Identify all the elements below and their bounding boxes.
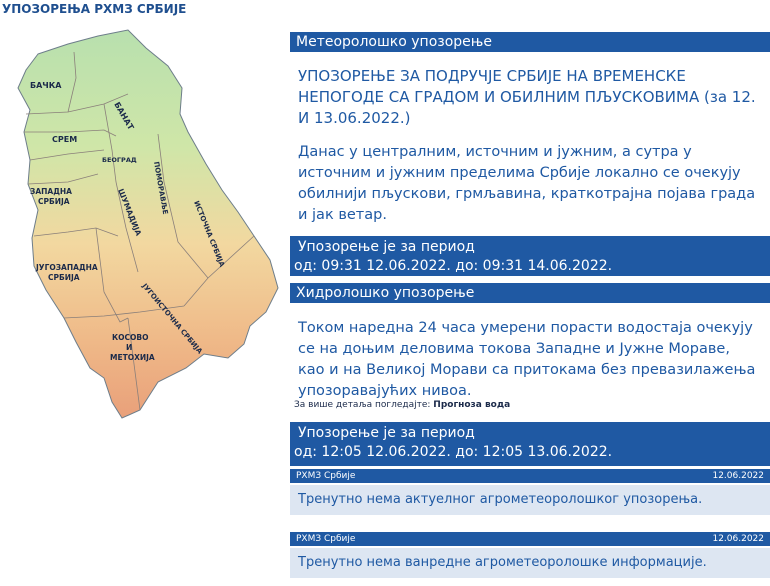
- agro-info-text: Тренутно нема ванредне агрометеоролошке информације.: [298, 555, 707, 570]
- map-label-kosovo: КОСОВО: [112, 333, 149, 342]
- agro-info-box: [290, 548, 770, 578]
- agro-warning-date: 12.06.2022: [712, 471, 764, 481]
- map-label-jugozapadna: ЈУГОЗАПАДНА: [36, 263, 98, 272]
- agro-warning-text: Тренутно нема актуелног агрометеоролошког упозорења.: [298, 492, 703, 507]
- map-label-zapadna: ЗАПАДНА: [30, 187, 72, 196]
- map-label-istocna-srbija: ИСТОЧНА СРБИЈА: [192, 199, 227, 269]
- meteo-period-bar: [290, 236, 770, 276]
- hydro-period-label: Упозорење је за период: [298, 425, 475, 441]
- agro-info-bar: [290, 532, 770, 546]
- agro-info-date: 12.06.2022: [712, 534, 764, 544]
- map-label-zapadna-srbija: СРБИЈА: [38, 197, 70, 206]
- agro-warning-box: [290, 485, 770, 515]
- hydro-header: Хидролошко упозорење: [290, 283, 770, 303]
- map-label-srem: СРЕМ: [52, 135, 78, 144]
- hydro-period-bar: [290, 422, 770, 466]
- agro-info-source: РХМЗ Србије: [296, 534, 356, 544]
- meteo-period-range: од: 09:31 12.06.2022. до: 09:31 14.06.2022.: [294, 258, 613, 274]
- map-label-sumadija: ШУМАДИЈА: [116, 187, 144, 237]
- agro-warning-source: РХМЗ Србије: [296, 471, 356, 481]
- map-label-kosovo-i: И: [126, 343, 133, 352]
- hydro-warning-text: Током наредна 24 часа умерени порасти водостаја очекују се на доњим деловима токова Западне и Јужне Мораве, као и на Великој Морави са притокама без превазилажења упозоравајућих нивоа.: [298, 320, 756, 399]
- meteo-period-label: Упозорење је за период: [298, 239, 475, 255]
- map-label-jugoistocna-srbija: ЈУГОИСТОЧНА СРБИЈА: [140, 282, 204, 356]
- meteo-warning-title: УПОЗОРЕЊЕ ЗА ПОДРУЧЈЕ СРБИЈЕ НА ВРЕМЕНСКЕ НЕПОГОДЕ СА ГРАДОМ И ОБИЛНИМ ПЉУСКОВИМА (за 12. И 13.06.2022.): [298, 67, 756, 127]
- hydro-more-details: [294, 400, 510, 410]
- map-label-jugozapadna-srbija: СРБИЈА: [48, 273, 80, 282]
- map-label-beograd: БЕОГРАД: [102, 156, 137, 164]
- hydro-period-range: од: 12:05 12.06.2022. до: 12:05 13.06.2022.: [294, 444, 613, 460]
- map-label-metohija: МЕТОХИЈА: [110, 353, 155, 362]
- hydro-more-prefix: За више детаља погледајте:: [294, 400, 431, 410]
- map-label-banat: БАНАТ: [112, 100, 136, 132]
- hydro-forecast-link[interactable]: Прогноза вода: [433, 400, 511, 410]
- meteo-warning-text: Данас у централним, источним и јужним, а сутра у источним и јужним пределима Србије локално се очекују обилнији пљускови, грмљавина, краткотрајна појава града и јак ветар.: [298, 144, 756, 223]
- meteo-header: Метеоролошко упозорење: [290, 32, 770, 52]
- agro-warning-bar: [290, 469, 770, 483]
- serbia-regions-map[interactable]: [8, 22, 280, 422]
- map-label-backa: БАЧКА: [30, 81, 62, 90]
- map-label-pomoravlje: ПОМОРАВЉЕ: [152, 160, 170, 216]
- page-title: УПОЗОРЕЊА РХМЗ СРБИЈЕ: [2, 2, 187, 16]
